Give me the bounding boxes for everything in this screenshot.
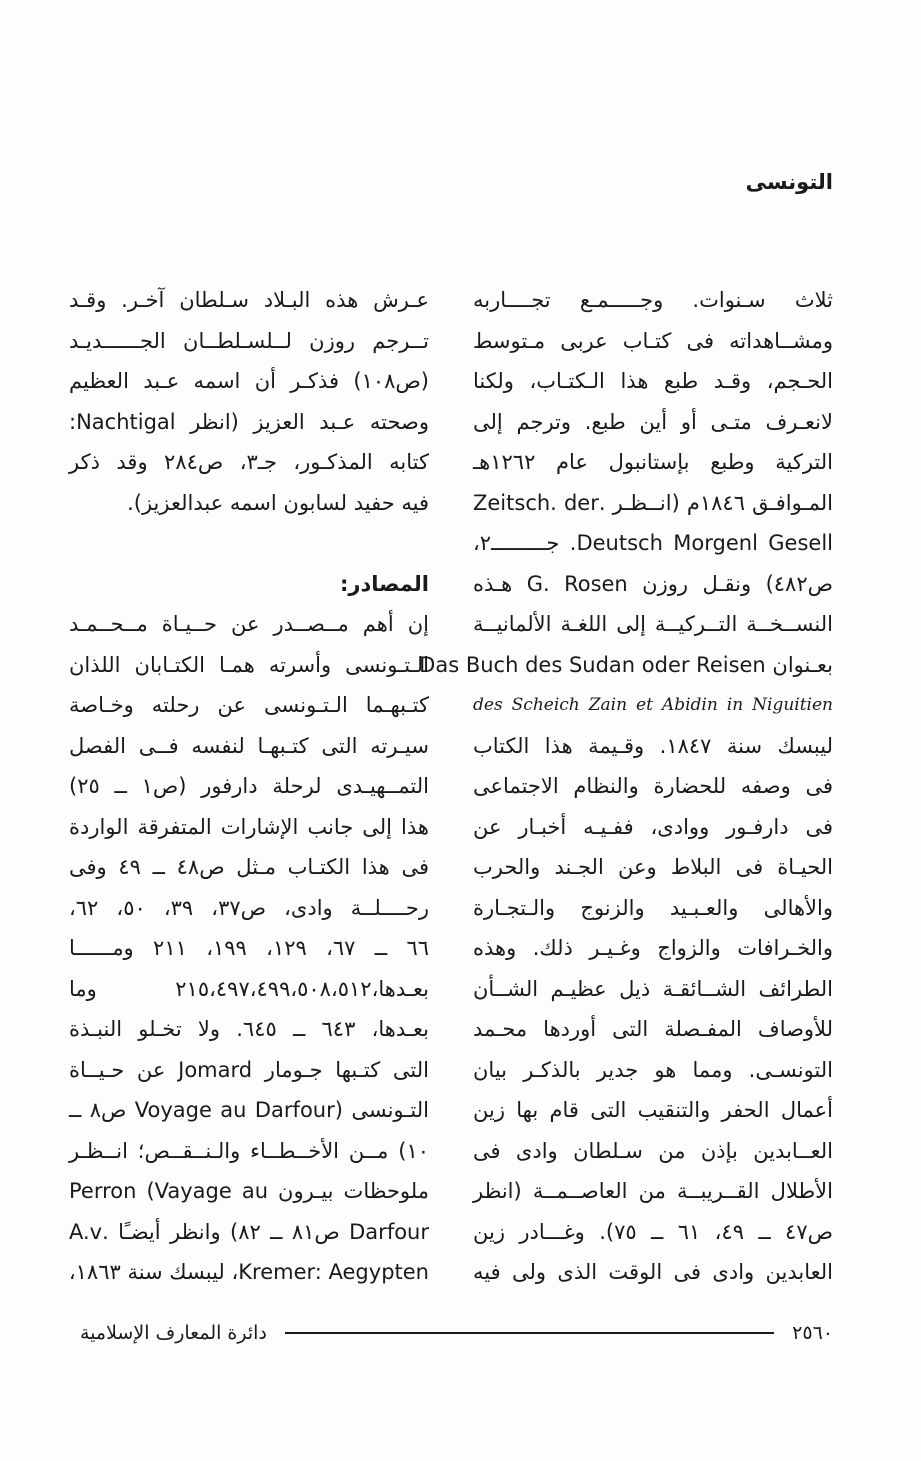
sources-heading: المصادر: [339, 571, 429, 596]
text-line: (ص١٠٨) فذكـر أن اسمه عـبد العظيم [69, 369, 429, 393]
text-line: ٦٦ ــ ٦٧، ١٢٩، ١٩٩، ٢١١ ومــــــا [69, 936, 429, 960]
text-line: التى كتـبها جـومار Jomard عن حـيــاة [69, 1057, 429, 1082]
paragraph-gap [69, 523, 429, 564]
text-line: التونسـى. ومما هو جدير بالذكـر بيان [473, 1057, 833, 1082]
text-line: فى دارفـور ووادى، ففـيـه أخبـار عن [473, 814, 833, 839]
text-line: المـوافـق ١٨٤٦م (انــظـر .Zeitsch. der [473, 490, 834, 515]
text-line: الـتـونسى وأسرته همـا الكتـابان اللذان [69, 652, 429, 677]
text-line: Kremer: Aegypten، ليبسك سنة ١٨٦٣، [68, 1260, 429, 1284]
text-line: التركية وطبع بإستانبول عام ١٢٦٢هـ [473, 450, 833, 474]
text-line: العــابدين بإذن من سـلطان وادى فى [473, 1138, 833, 1163]
text-line: وصحته عـبد العزيز (انظر Nachtigal: [69, 409, 429, 434]
text-line: فيه حفيد لسابون اسمه عبدالعزيز). [127, 490, 429, 515]
text-line: كتـبهـما الـتـونسى عن رحلته وخـاصة [69, 693, 429, 717]
text-line: العابدين وادى فى الوقت الذى ولى فيه [473, 1260, 833, 1284]
text-line: الأطلال القــريبــة من العاصــمــة (انظر [473, 1179, 833, 1203]
text-line: النســخــة التــركيــة إلى اللغـة الألمانيــة [473, 612, 833, 636]
text-line: بعـدها، ٦٤٣ ــ ٦٤٥. ولا تخـلو النبـذة [69, 1017, 430, 1041]
text-line: ثلاث سـنوات. وجـــــمـع تجــــاربه [473, 288, 833, 312]
page-number: ٢٥٦٠ [792, 1322, 833, 1344]
text-line: هذا إلى جانب الإشارات المتفرقة الواردة [69, 814, 429, 839]
running-head: التونسى [745, 170, 833, 194]
text-line: أعمال الحفر والتنقيب التى قام بها زين [473, 1098, 833, 1122]
text-line: ص٤٨٢) ونقـل روزن G. Rosen هـذه [473, 571, 833, 596]
footer-rule [285, 1332, 774, 1334]
text-line: للأوصاف المفـصلة التى أوردها محـمد [473, 1017, 833, 1041]
text-line: فى هذا الكتـاب مـثل ص٤٨ ــ ٤٩ وفى [69, 855, 430, 879]
text-line: ومشــاهداته فى كتـاب عربى مـتوسط [473, 328, 833, 353]
left-column [69, 280, 429, 1293]
text-line: Deutsch Morgenl Gesell. جـــــــــ٢، [473, 531, 833, 555]
text-line-latin: des Scheich Zain et Abidin in Niguitien [473, 695, 833, 715]
text-line: فى وصفه للحضارة والنظام الاجتماعى [473, 774, 833, 798]
text-line: التـونسى (Voyage au Darfour ص٨ ــ [69, 1098, 429, 1122]
right-column [419, 280, 834, 1293]
text-line: تــرجم روزن لــلسـلطــان الجــــــديـد [69, 328, 429, 353]
text-line: إن أهم مــصــدر عن حــيـاة مــحــمـد [69, 612, 429, 636]
text-line: عـرش هذه البـلاد سـلطان آخـر. وقـد [69, 288, 429, 312]
text-line: رحــــلــة وادى، ص٣٧، ٣٩، ٥٠، ٦٢، [69, 895, 430, 920]
text-line: ليبسك سنة ١٨٤٧. وقـيمة هذا الكتاب [473, 733, 833, 758]
page-footer [80, 1318, 833, 1348]
journal-title: دائرة المعارف الإسلامية [80, 1322, 267, 1344]
text-line: والخـرافات والزواج وغـيـر ذلك. وهذه [473, 936, 833, 960]
text-line: الطرائف الشــائقـة ذيل عظيـم الشــأن [473, 976, 833, 1001]
text-line: ١٠) مــن الأخــطــاء والـنــقــص؛ انــظـر [69, 1138, 429, 1163]
text-line: Darfour ص٨١ ــ ٨٢) وانظر أيضـًا .A.v [69, 1219, 429, 1244]
text-line: كتابه المذكـور، جـ٣، ص٢٨٤ وقد ذكر [69, 450, 429, 474]
text-line: سيـرته التى كتـبهـا لنفسه فــى الفصل [69, 733, 429, 758]
text-line: التمــهيـدى لرحلة دارفور (ص١ ــ ٢٥) [69, 774, 429, 798]
text-line: الحـجم، وقـد طبع هذا الـكتـاب، ولكنا [473, 369, 833, 393]
text-line: الحيـاة فى البلاط وعن الجـند والحرب [473, 855, 833, 879]
text-line: بعـنوان Das Buch des Sudan oder Reisen [419, 652, 833, 677]
text-line: لانعـرف متـى أو أين طبع. وترجم إلى [473, 409, 833, 434]
text-line: بعـدها،٢١٥،٤٩٧،٤٩٩،٥٠٨،٥١٢ وما [69, 976, 429, 1001]
text-line: والأهالى والعـبـيد والزنوج والـتجـارة [473, 895, 833, 920]
text-line: ملوحظات بيـرون Perron (Vayage au [69, 1179, 429, 1203]
text-line: ص٤٧ ــ ٤٩، ٦١ ــ ٧٥). وغـــادر زين [473, 1219, 833, 1244]
